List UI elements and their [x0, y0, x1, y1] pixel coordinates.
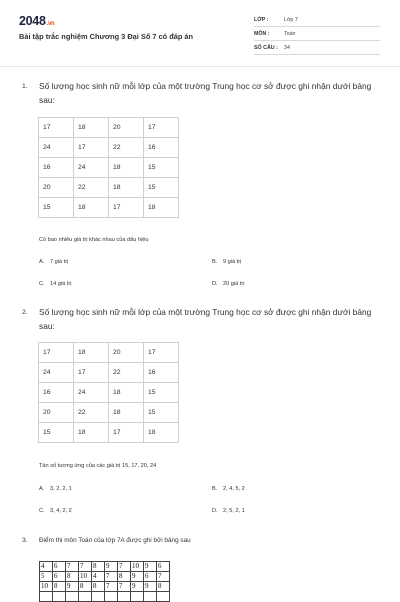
table-row — [39, 403, 179, 423]
table-cell: 15 — [144, 383, 179, 403]
table-cell: 22 — [74, 178, 109, 198]
table-cell: 9 — [131, 582, 144, 592]
table-cell: 17 — [39, 118, 74, 138]
table-cell: 7 — [105, 572, 118, 582]
table-cell: 18 — [109, 403, 144, 423]
header-divider — [0, 66, 400, 67]
meta-row-subject — [254, 29, 380, 41]
table-cell: 18 — [74, 343, 109, 363]
option-letter: C. — [39, 508, 45, 514]
option-a[interactable] — [39, 486, 72, 492]
table-cell: 17 — [144, 343, 179, 363]
table-cell: 16 — [144, 138, 179, 158]
table-cell: 6 — [53, 562, 66, 572]
table-cell — [105, 592, 118, 602]
table-cell: 20 — [39, 403, 74, 423]
data-table — [38, 342, 179, 443]
table-cell: 6 — [157, 562, 170, 572]
option-c[interactable] — [39, 508, 72, 514]
document-title: Bài tập trắc nghiệm Chương 3 Đại Số 7 có đáp án — [19, 32, 194, 41]
table-cell: 16 — [39, 383, 74, 403]
table-row — [39, 158, 179, 178]
table-cell: 24 — [39, 138, 74, 158]
question-text: Số lượng học sinh nữ mỗi lớp của một trường Trung học cơ sở được ghi nhận dưới bảng sau: — [39, 81, 372, 105]
table-cell: 8 — [92, 582, 105, 592]
table-cell: 10 — [131, 562, 144, 572]
table-cell — [144, 592, 157, 602]
table-cell: 17 — [144, 118, 179, 138]
table-cell: 24 — [39, 363, 74, 383]
option-letter: C. — [39, 281, 45, 287]
option-text: 2, 4, 5, 2 — [223, 486, 245, 492]
table-row — [40, 582, 170, 592]
option-text: 14 giá trị — [50, 281, 72, 287]
option-text: 7 giá trị — [50, 259, 69, 265]
option-b[interactable] — [212, 486, 245, 492]
option-text: 3, 4, 2, 2 — [50, 508, 72, 514]
table-cell: 10 — [40, 582, 53, 592]
meta-key: LỚP : — [254, 17, 269, 23]
table-cell — [53, 592, 66, 602]
table-cell: 18 — [109, 178, 144, 198]
table-cell: 15 — [144, 178, 179, 198]
site-logo[interactable] — [19, 14, 54, 28]
table-cell: 15 — [144, 158, 179, 178]
table-cell: 15 — [39, 198, 74, 218]
table-row — [39, 363, 179, 383]
table-cell: 8 — [157, 582, 170, 592]
table-cell: 24 — [74, 158, 109, 178]
table-cell: 8 — [66, 572, 79, 582]
option-d[interactable] — [212, 508, 245, 514]
table-cell — [79, 592, 92, 602]
meta-value: 34 — [284, 45, 290, 51]
meta-key: SỐ CÂU : — [254, 45, 278, 51]
table-cell — [66, 592, 79, 602]
option-text: 9 giá trị — [223, 259, 242, 265]
table-row — [39, 343, 179, 363]
table-cell: 22 — [74, 403, 109, 423]
table-cell: 17 — [109, 198, 144, 218]
option-letter: A. — [39, 259, 45, 265]
table-cell: 7 — [79, 562, 92, 572]
table-cell: 9 — [144, 582, 157, 592]
question-number: 2. — [22, 309, 28, 316]
meta-row-count — [254, 43, 380, 55]
table-cell — [40, 592, 53, 602]
logo-text: 2048 — [19, 14, 46, 28]
table-cell: 9 — [105, 562, 118, 572]
question-text: Số lượng học sinh nữ mỗi lớp của một trường Trung học cơ sở được ghi nhận dưới bảng sau: — [39, 307, 372, 331]
option-d[interactable] — [212, 281, 244, 287]
question-prompt: Tần số tương ứng của các giá trị 15, 17, 20, 24 — [39, 463, 157, 469]
option-text: 2, 5, 2, 1 — [223, 508, 245, 514]
table-cell: 24 — [74, 383, 109, 403]
table-row — [40, 562, 170, 572]
question-number: 3. — [22, 537, 28, 544]
table-row — [39, 178, 179, 198]
table-cell: 20 — [39, 178, 74, 198]
option-letter: D. — [212, 508, 218, 514]
table-cell: 18 — [74, 198, 109, 218]
table-cell: 9 — [66, 582, 79, 592]
table-cell — [92, 592, 105, 602]
table-cell: 16 — [39, 158, 74, 178]
option-a[interactable] — [39, 259, 68, 265]
table-cell: 4 — [40, 562, 53, 572]
table-cell: 22 — [109, 138, 144, 158]
table-row — [39, 138, 179, 158]
table-cell: 18 — [109, 158, 144, 178]
table-row — [39, 423, 179, 443]
table-cell: 4 — [92, 572, 105, 582]
page-header — [0, 0, 400, 68]
option-letter: B. — [212, 259, 218, 265]
table-cell: 17 — [109, 423, 144, 443]
table-cell — [131, 592, 144, 602]
table-cell: 7 — [118, 582, 131, 592]
table-cell: 15 — [39, 423, 74, 443]
table-cell: 18 — [144, 198, 179, 218]
table-cell: 8 — [118, 572, 131, 582]
table-cell: 7 — [66, 562, 79, 572]
question-text: Điểm thi môn Toán của lớp 7A được ghi bởi bảng sau — [39, 537, 191, 544]
table-cell: 5 — [40, 572, 53, 582]
option-text: 3, 2, 2, 1 — [50, 486, 72, 492]
meta-key: MÔN : — [254, 31, 270, 37]
option-text: 20 giá trị — [223, 281, 245, 287]
table-cell: 18 — [74, 118, 109, 138]
table-cell: 18 — [144, 423, 179, 443]
option-letter: D. — [212, 281, 218, 287]
table-cell: 18 — [109, 383, 144, 403]
table-cell: 20 — [109, 343, 144, 363]
table-row — [40, 572, 170, 582]
table-cell: 9 — [131, 572, 144, 582]
option-c[interactable] — [39, 281, 71, 287]
table-cell: 6 — [53, 572, 66, 582]
table-cell: 9 — [144, 562, 157, 572]
table-cell: 17 — [74, 138, 109, 158]
scores-table — [39, 561, 170, 602]
table-cell: 10 — [79, 572, 92, 582]
table-cell — [118, 592, 131, 602]
table-row — [40, 592, 170, 602]
table-cell: 6 — [144, 572, 157, 582]
option-letter: B. — [212, 486, 218, 492]
table-cell: 15 — [144, 403, 179, 423]
table-cell: 20 — [109, 118, 144, 138]
option-b[interactable] — [212, 259, 241, 265]
table-cell: 17 — [74, 363, 109, 383]
question-prompt: Có bao nhiêu giá trị khác nhau của dấu hiệu — [39, 237, 149, 243]
meta-value: Lớp 7 — [284, 17, 298, 23]
question-number: 1. — [22, 83, 28, 90]
data-table — [38, 117, 179, 218]
table-cell: 8 — [79, 582, 92, 592]
logo-suffix: .vn — [46, 21, 55, 27]
table-cell: 8 — [92, 562, 105, 572]
table-cell: 22 — [109, 363, 144, 383]
table-row — [39, 383, 179, 403]
table-cell: 8 — [53, 582, 66, 592]
meta-row-class — [254, 15, 380, 27]
table-cell: 18 — [74, 423, 109, 443]
table-cell: 16 — [144, 363, 179, 383]
table-cell: 17 — [39, 343, 74, 363]
table-cell: 7 — [105, 582, 118, 592]
option-letter: A. — [39, 486, 45, 492]
table-cell: 7 — [157, 572, 170, 582]
table-row — [39, 118, 179, 138]
table-row — [39, 198, 179, 218]
table-cell — [157, 592, 170, 602]
meta-value: Toán — [284, 31, 296, 37]
table-cell: 7 — [118, 562, 131, 572]
